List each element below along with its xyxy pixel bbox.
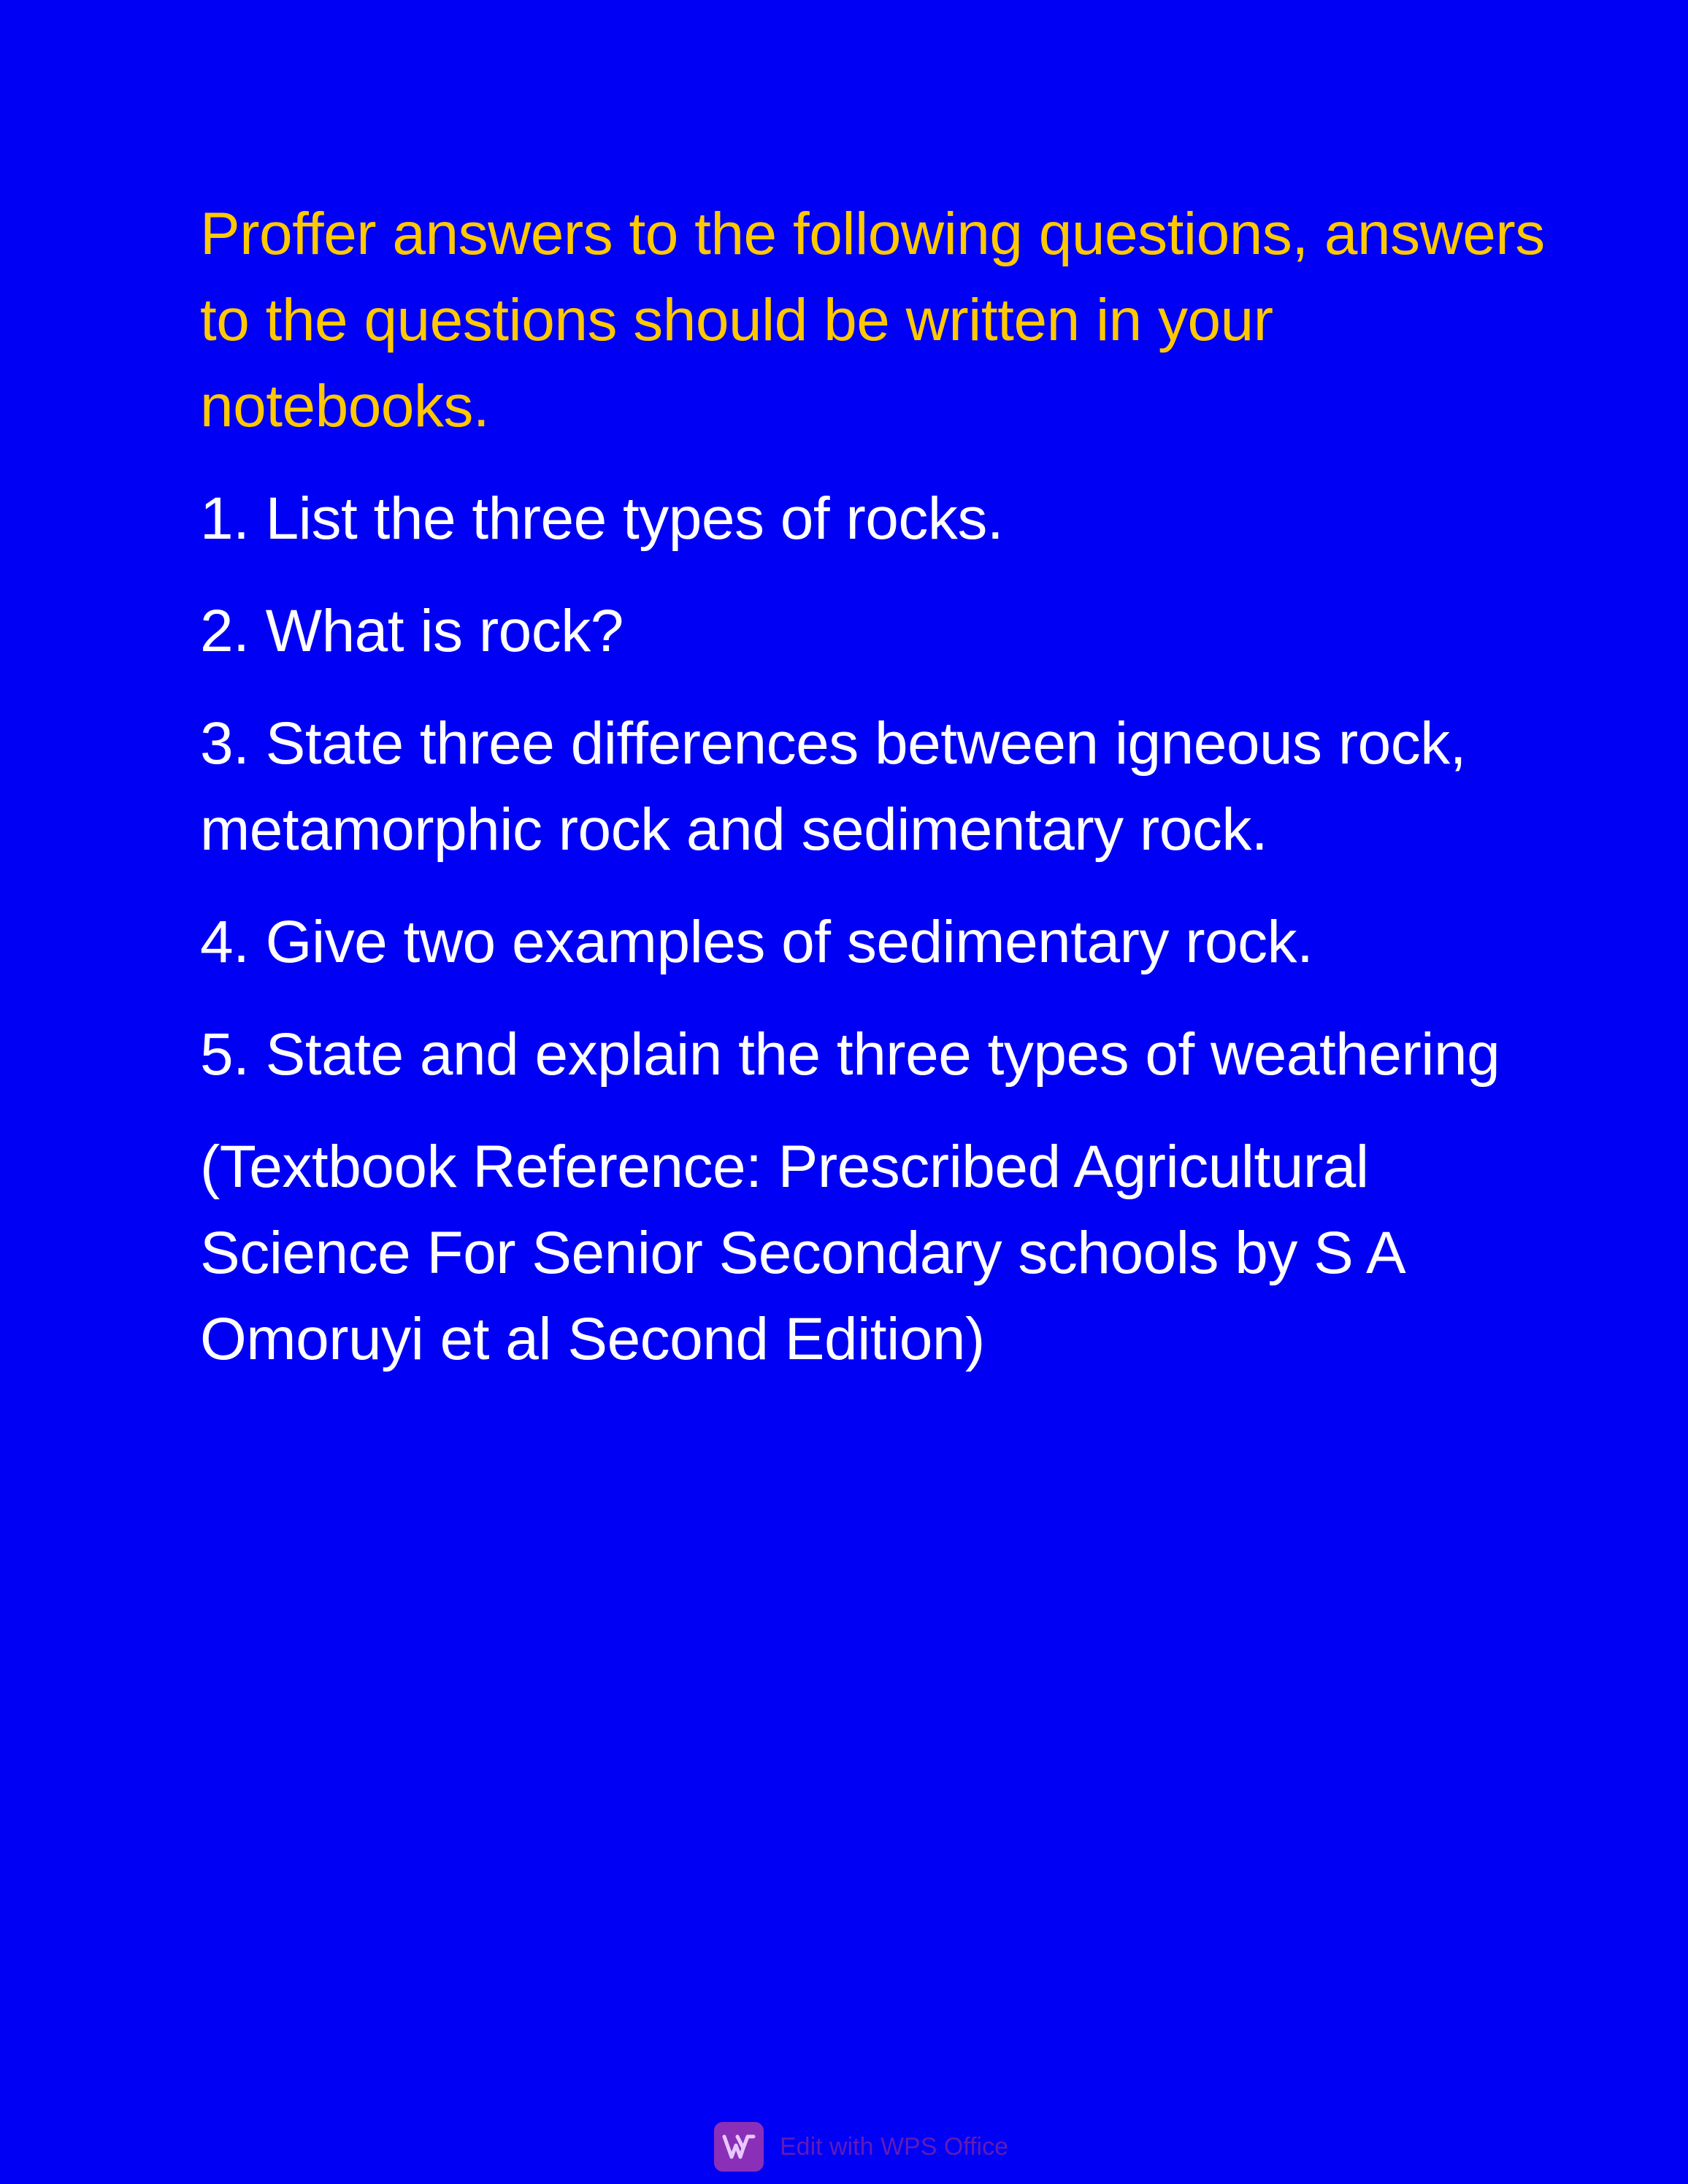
wps-office-icon (714, 2122, 764, 2172)
question-1: 1. List the three types of rocks. (200, 485, 1004, 552)
question-4: 4. Give two examples of sedimentary rock. (200, 909, 1313, 975)
instruction-text: Proffer answers to the following questions, answers to the questions should be written in your notebooks. (200, 201, 1545, 439)
document-content (200, 191, 1558, 1409)
question-3: 3. State three differences between igneous rock, metamorphic rock and sedimentary rock. (200, 710, 1467, 863)
question-2: 2. What is rock? (200, 598, 624, 664)
edit-with-wps-link[interactable] (714, 2121, 1008, 2172)
question-5: 5. State and explain the three types of weathering (200, 1021, 1500, 1088)
wps-edit-label: Edit with WPS Office (780, 2132, 1009, 2161)
textbook-reference: (Textbook Reference: Prescribed Agricultural Science For Senior Secondary schools by S A Omoruyi et al Second Edition) (200, 1134, 1403, 1372)
